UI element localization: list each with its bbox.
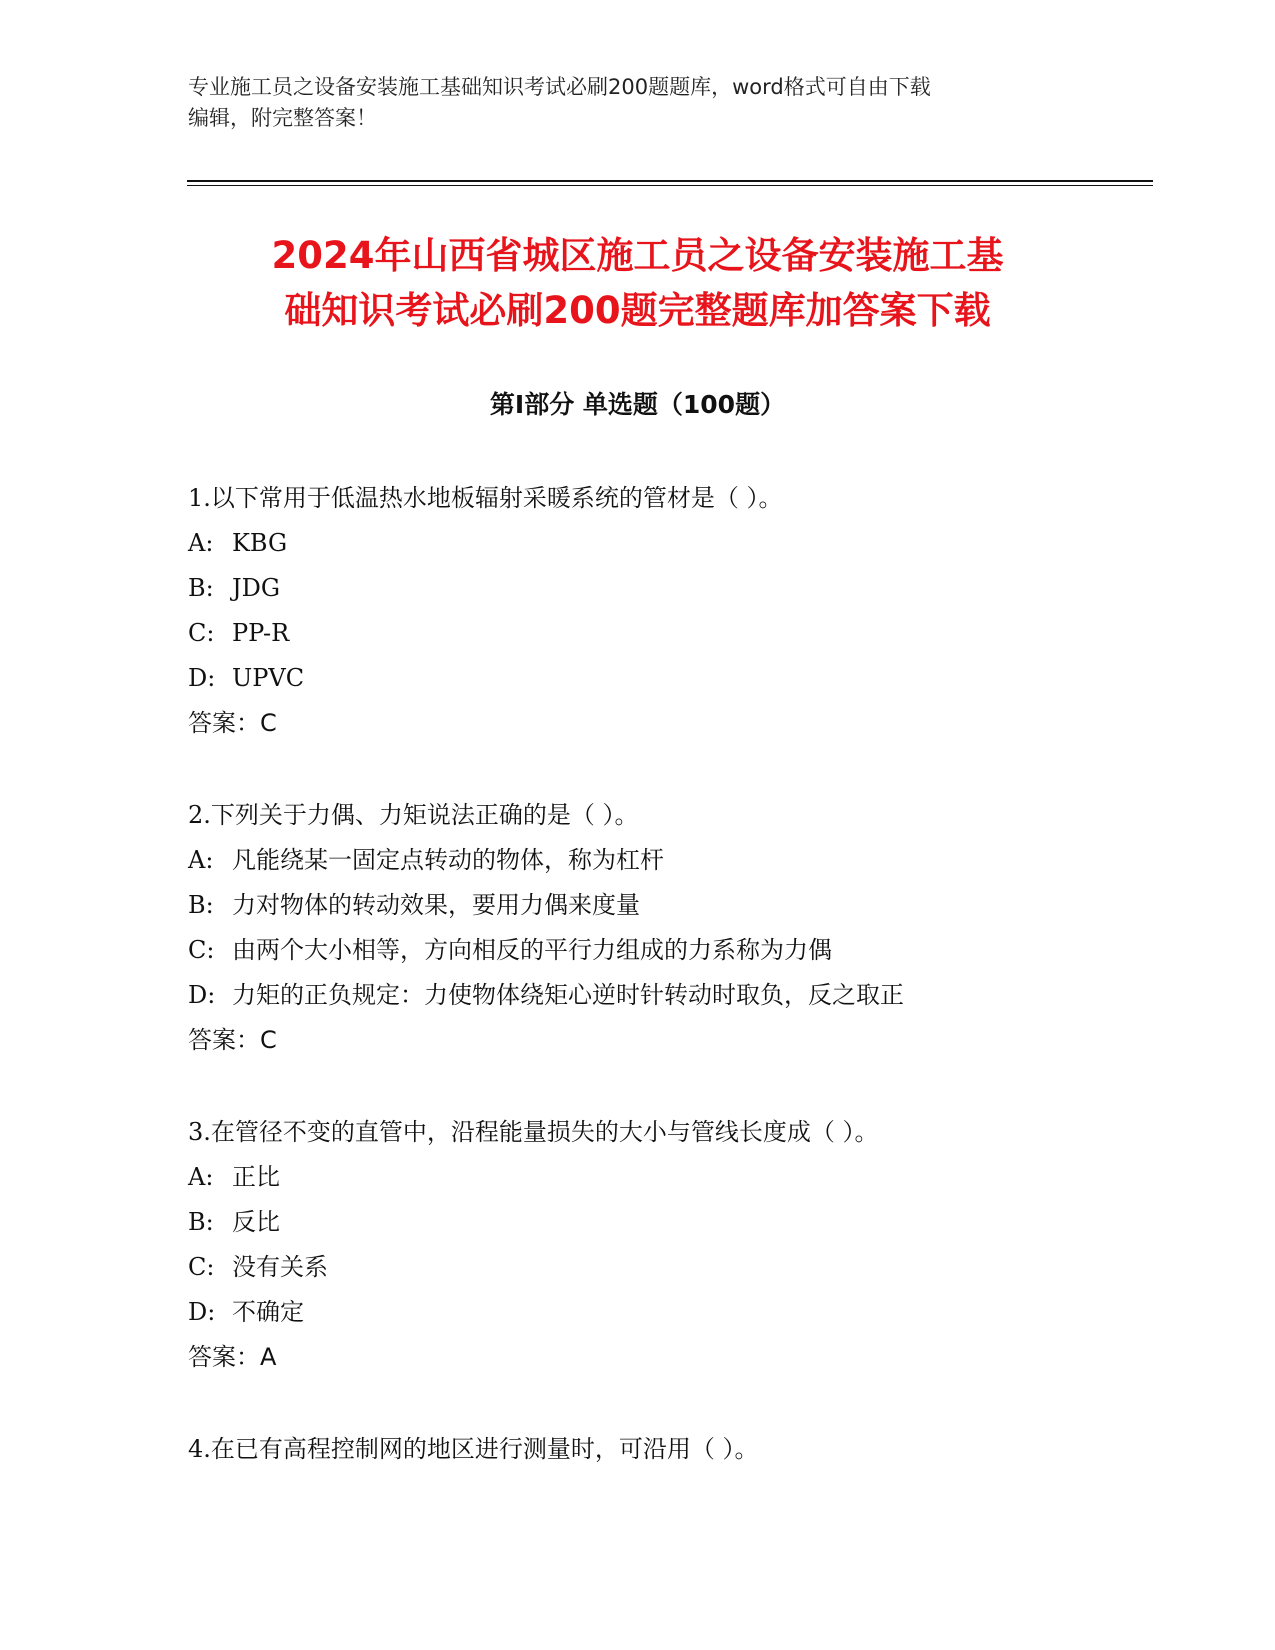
answer: 答案：A [188,1343,277,1371]
option-text: KBG [232,529,288,557]
option-d [188,656,1148,701]
option-c [188,611,1148,656]
option-a [188,521,1148,566]
option-key: A: [188,1163,214,1191]
option-key: D: [188,1298,216,1326]
option-d [188,973,1148,1018]
option-key: B: [188,574,214,602]
option-text: 反比 [232,1208,280,1236]
question-text: 3.在管径不变的直管中，沿程能量损失的大小与管线长度成（ ）。 [188,1118,879,1146]
option-key: A: [188,529,214,557]
option-c [188,1245,1148,1290]
question-3 [188,1110,1148,1380]
option-key: A: [188,846,214,874]
option-a [188,1155,1148,1200]
question-list [188,476,1148,1519]
option-key: B: [188,1208,214,1236]
option-text: 正比 [232,1163,280,1191]
option-text: 凡能绕某一固定点转动的物体，称为杠杆 [232,846,664,874]
option-text: 力矩的正负规定：力使物体绕矩心逆时针转动时取负，反之取正 [232,981,904,1009]
document-title [120,228,1155,338]
option-key: C: [188,619,215,647]
option-key: D: [188,664,216,692]
option-key: C: [188,1253,215,1281]
section-heading: 第Ⅰ部分 单选题（100题） [489,390,786,419]
option-key: B: [188,891,214,919]
option-c [188,928,1148,973]
header-note-line2: 编辑，附完整答案！ [188,106,377,130]
option-text: 没有关系 [232,1253,328,1281]
option-b [188,1200,1148,1245]
option-text: 力对物体的转动效果，要用力偶来度量 [232,891,640,919]
question-text: 4.在已有高程控制网的地区进行测量时，可沿用（ ）。 [188,1435,759,1463]
option-text: JDG [232,574,281,602]
answer: 答案：C [188,709,277,737]
header-note [188,72,1088,134]
option-text: 由两个大小相等，方向相反的平行力组成的力系称为力偶 [232,936,832,964]
option-text: 不确定 [232,1298,304,1326]
option-b [188,883,1148,928]
option-key: D: [188,981,216,1009]
option-a [188,838,1148,883]
header-rule-thick [187,180,1153,182]
answer: 答案：C [188,1026,277,1054]
header-rule-thin [187,185,1153,186]
question-text: 2.下列关于力偶、力矩说法正确的是（ ）。 [188,801,639,829]
option-b [188,566,1148,611]
question-2 [188,793,1148,1063]
question-4 [188,1427,1148,1472]
header-note-line1: 专业施工员之设备安装施工基础知识考试必刷200题题库，word格式可自由下载 [188,75,931,99]
question-1 [188,476,1148,746]
option-d [188,1290,1148,1335]
option-text: PP-R [232,619,290,647]
title-line1: 2024年山西省城区施工员之设备安装施工基 [271,234,1004,277]
option-key: C: [188,936,215,964]
option-text: UPVC [232,664,305,692]
question-text: 1.以下常用于低温热水地板辐射采暖系统的管材是（ ）。 [188,484,783,512]
title-line2: 础知识考试必刷200题完整题库加答案下载 [284,289,991,332]
